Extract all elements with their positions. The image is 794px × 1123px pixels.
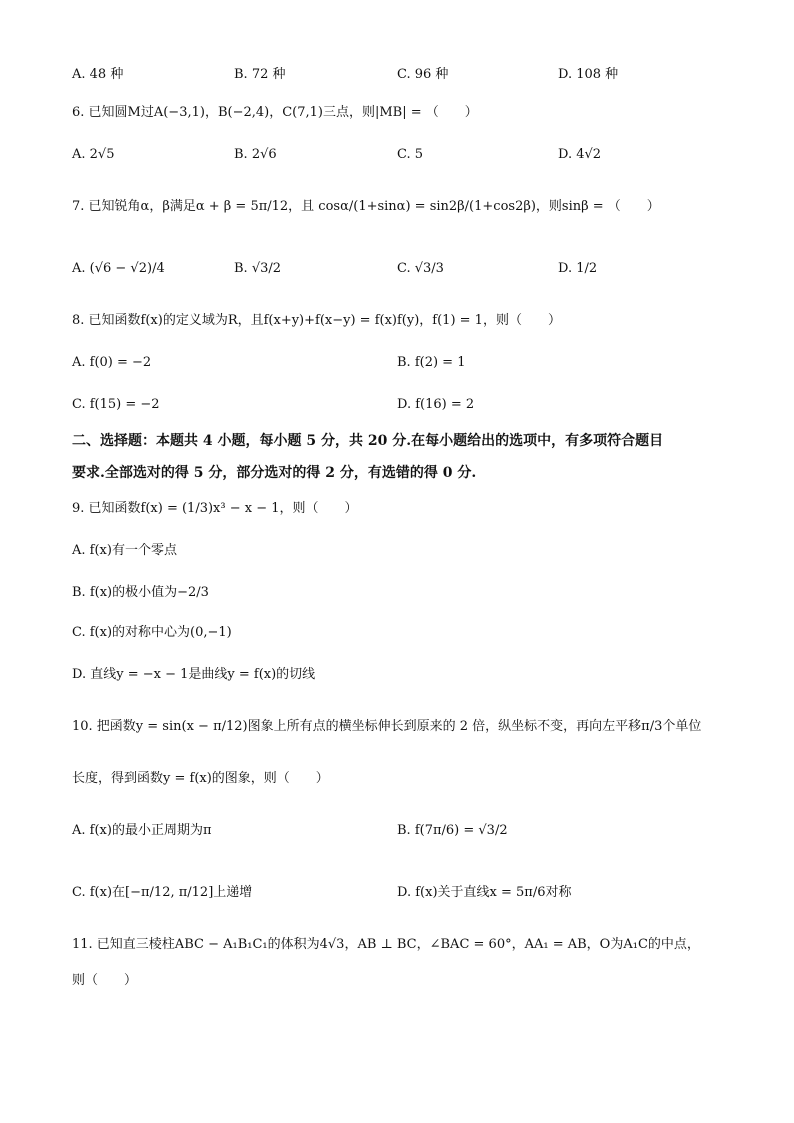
q6-option-b: B. 2√6	[234, 147, 277, 162]
q9-option-a: A. f(x)有一个零点	[72, 543, 177, 558]
q11-stem-line1: 11. 已知直三棱柱ABC − A₁B₁C₁的体积为4√3，AB ⊥ BC，∠BAC = 60°，AA₁ = AB，O为A₁C的中点，	[72, 937, 700, 952]
q7-option-c: C. √3/3	[397, 261, 444, 276]
section-heading-line2: 要求.全部选对的得 5 分，部分选对的得 2 分，有选错的得 0 分.	[72, 465, 477, 481]
q7-stem: 7. 已知锐角α，β满足α + β = 5π/12，且 cosα/(1+sinα) = sin2β/(1+cos2β)，则sinβ = （ ）	[72, 199, 660, 214]
q11-stem-line2: 则（ ）	[72, 973, 138, 988]
q7-option-d: D. 1/2	[558, 261, 598, 276]
q10-option-c: C. f(x)在[−π/12, π/12]上递增	[72, 885, 253, 900]
q10-option-a: A. f(x)的最小正周期为π	[72, 823, 212, 838]
q9-stem: 9. 已知函数f(x) = (1/3)x³ − x − 1，则（ ）	[72, 501, 358, 516]
q8-option-c: C. f(15) = −2	[72, 397, 160, 412]
q10-option-d: D. f(x)关于直线x = 5π/6对称	[397, 885, 572, 900]
q9-option-d: D. 直线y = −x − 1是曲线y = f(x)的切线	[72, 667, 316, 682]
q5-option-c: C. 96 种	[397, 67, 449, 82]
q6-stem: 6. 已知圆M过A(−3,1)，B(−2,4)，C(7,1)三点，则|MB| = （ ）	[72, 105, 478, 120]
q5-option-d: D. 108 种	[558, 67, 619, 82]
q7-option-a: A. (√6 − √2)/4	[72, 261, 165, 276]
q9-option-c: C. f(x)的对称中心为(0,−1)	[72, 625, 232, 640]
q7-option-b: B. √3/2	[234, 261, 282, 276]
q8-stem: 8. 已知函数f(x)的定义域为R，且f(x+y)+f(x−y) = f(x)f(y)，f(1) = 1，则（ ）	[72, 313, 561, 328]
section-heading-line1: 二、选择题：本题共 4 小题，每小题 5 分，共 20 分.在每小题给出的选项中，有多项符合题目	[72, 433, 664, 449]
q8-option-a: A. f(0) = −2	[72, 355, 152, 370]
q6-option-d: D. 4√2	[558, 147, 602, 162]
q5-option-b: B. 72 种	[234, 67, 286, 82]
q10-stem-line1: 10. 把函数y = sin(x − π/12)图象上所有点的横坐标伸长到原来的 2 倍，纵坐标不变，再向左平移π/3个单位	[72, 719, 702, 734]
q6-option-c: C. 5	[397, 147, 424, 162]
q8-option-b: B. f(2) = 1	[397, 355, 466, 370]
q6-option-a: A. 2√5	[72, 147, 115, 162]
q9-option-b: B. f(x)的极小值为−2/3	[72, 585, 209, 600]
q10-option-b: B. f(7π/6) = √3/2	[397, 823, 508, 838]
q5-option-a: A. 48 种	[72, 67, 124, 82]
q8-option-d: D. f(16) = 2	[397, 397, 475, 412]
q10-stem-line2: 长度，得到函数y = f(x)的图象，则（ ）	[72, 771, 329, 786]
